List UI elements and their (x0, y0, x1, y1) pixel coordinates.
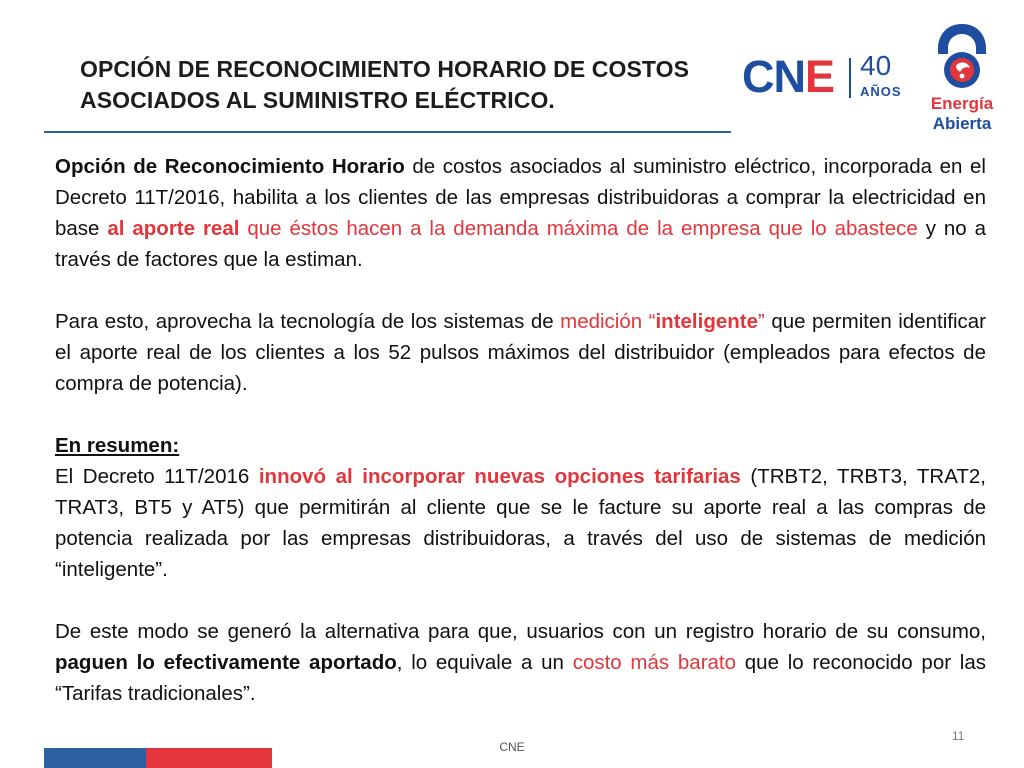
energia-abierta-emblem-icon (932, 20, 992, 92)
p1-highlight: que éstos hacen a la demanda máxima de la empresa que lo abastece (239, 217, 918, 240)
summary-heading: En resumen: (55, 434, 180, 457)
cne-logo-text: CNE (742, 51, 835, 102)
p3-text-a: El Decreto 11T/2016 (55, 465, 259, 488)
paragraph-2 (55, 306, 986, 399)
p4-highlight: costo más barato (572, 651, 737, 674)
slide-body (55, 151, 986, 709)
p2-highlight-bold: inteligente (655, 310, 758, 333)
paragraph-4 (55, 616, 986, 709)
cne-logo-years-number: 40 (860, 50, 892, 81)
slide-title-line-1: OPCIÓN DE RECONOCIMIENTO HORARIO DE COSTOS (80, 56, 690, 82)
cne-40-anos-logo (742, 52, 907, 102)
energia-abierta-logo (924, 20, 1004, 135)
p3-highlight-bold: innovó al incorporar nuevas opciones tarifarias (258, 465, 741, 488)
cne-logo-letter-e: E (805, 51, 835, 102)
p1-text-b: y no a través de factores que la estiman. (55, 217, 986, 271)
cne-logo-years-label: AÑOS (860, 84, 902, 99)
footer-bar-red (146, 748, 272, 768)
energia-abierta-word-1: Energía (930, 94, 994, 113)
p4-text-c: que lo reconocido por las “Tarifas tradicionales”. (55, 651, 987, 705)
p3-text-b: (TRBT2, TRBT3, TRAT2, TRAT3, BT5 y AT5) que permitirán al cliente que se le facture su aporte real a las compras de potencia realizada por las empresas distribuidoras, a través del uso de sistemas de medición “inteligente”. (55, 465, 986, 581)
page-number: 11 (952, 729, 965, 743)
footer-bar-blue (44, 748, 146, 768)
p4-bold: paguen lo efectivamente aportado (55, 651, 397, 674)
p4-text-a: De este modo se generó la alternativa para que, usuarios con un registro horario de su consumo, (55, 620, 986, 643)
paragraph-gap (55, 399, 986, 430)
footer-label: CNE (499, 740, 525, 754)
p2-text-b: que permiten identificar el aporte real de los clientes a los 52 pulsos máximos del distribuidor (empleados para efectos de compra de potencia). (55, 310, 986, 395)
paragraph-gap (55, 585, 986, 616)
p1-text-a: de costos asociados al suministro eléctrico, incorporada en el Decreto 11T/2016, habilita a los clientes de las empresas distribuidoras a comprar la electricidad en base (55, 155, 986, 240)
p1-highlight-bold: al aporte real (107, 217, 240, 240)
paragraph-1 (55, 151, 986, 275)
p2-highlight-b: ” (758, 310, 765, 333)
cne-logo-letters (742, 52, 834, 102)
p1-bold-term: Opción de Reconocimiento Horario (55, 155, 405, 178)
cne-logo-divider (849, 58, 851, 98)
slide-title (80, 54, 720, 116)
title-underline (44, 131, 731, 133)
p2-highlight-a: medición “ (560, 310, 656, 333)
p4-text-b: , lo equivale a un (396, 651, 573, 674)
energia-abierta-word-2: Abierta (932, 114, 992, 133)
paragraph-3 (55, 461, 986, 585)
p2-text-a: Para esto, aprovecha la tecnología de los sistemas de (55, 310, 561, 333)
paragraph-gap (55, 275, 986, 306)
slide-title-line-2: ASOCIADOS AL SUMINISTRO ELÉCTRICO. (80, 87, 555, 113)
